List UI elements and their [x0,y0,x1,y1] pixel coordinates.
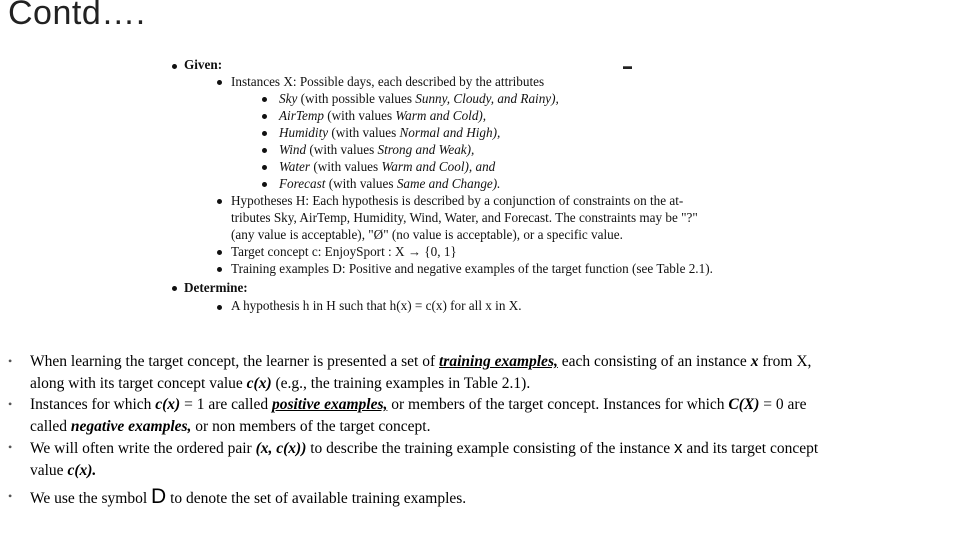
term-positive-examples: positive examples, [272,396,388,414]
attribute-sky: Sky (with possible values Sunny, Cloudy, and Rainy), [279,91,559,106]
attribute-wind: Wind (with values Strong and Weak), [279,142,475,157]
textbook-excerpt [172,55,862,317]
bullet-dot [217,199,222,204]
instances-line: Instances X: Possible days, each described by the attributes [231,74,545,89]
bullet-item-3: • We will often write the ordered pair (x, c(x)) to describe the training example consisting of the instance x and its target concept value c(x). [8,438,819,479]
term-training-examples: training examples, [439,353,558,370]
attribute-water: Water (with values Warm and Cool), and [279,159,496,174]
determine-label: Determine: [184,280,248,295]
bullet-dot [217,267,222,272]
bullet-marker: • [8,488,13,503]
bullet-dot [262,165,267,170]
bullet-dot [262,114,267,119]
bullet-item-2: • Instances for which c(x) = 1 are called positive examples, or members of the target concept. Instances for which C(X) = 0 are called negative examples, or non members of the target concept. [8,396,807,435]
attribute-airtemp: AirTemp (with values Warm and Cold), [279,108,487,123]
bullet-dot [217,250,222,255]
bullet-dot [172,286,177,291]
term-negative-examples: negative examples, [70,417,192,435]
bullet-list [8,351,953,509]
given-label: Given: [184,57,223,72]
bullet-dot [262,131,267,136]
attribute-forecast: Forecast (with values Same and Change). [279,176,501,191]
symbol-d: D [151,484,167,508]
bullet-dot [262,97,267,102]
bullet-dot [262,182,267,187]
hypotheses-line-3: (any value is acceptable), "Ø" (no value is acceptable), or a specific value. [231,227,623,242]
determine-line: A hypothesis h in H such that h(x) = c(x) for all x in X. [231,298,522,313]
scan-artifact-mark: ▬ [623,61,632,71]
bullet-marker: • [8,354,13,368]
bullet-item-4: • We use the symbol D to denote the set of available training examples. [8,484,467,508]
hypotheses-line-1: Hypotheses H: Each hypothesis is described by a conjunction of constraints on the at- [231,193,684,208]
bullet-item-1: • When learning the target concept, the learner is presented a set of training examples, each consisting of an instance x from X, along with its target concept value c(x) (e.g., the training examples in Table 2.1). [8,353,812,392]
bullet-marker: • [8,440,13,455]
bullet-dot [262,148,267,153]
bullet-dot [217,305,222,310]
bullet-marker: • [8,397,13,412]
bullet-dot [217,80,222,85]
attribute-humidity: Humidity (with values Normal and High), [279,125,501,140]
target-concept-line: Target concept c: EnjoySport : X → {0, 1} [231,244,457,259]
training-examples-line: Training examples D: Positive and negative examples of the target function (see Table 2.1). [231,261,713,276]
bullet-dot [172,64,177,69]
slide-title: Contd…. [8,0,146,32]
hypotheses-line-2: tributes Sky, AirTemp, Humidity, Wind, Water, and Forecast. The constraints may be "?" [231,210,698,225]
